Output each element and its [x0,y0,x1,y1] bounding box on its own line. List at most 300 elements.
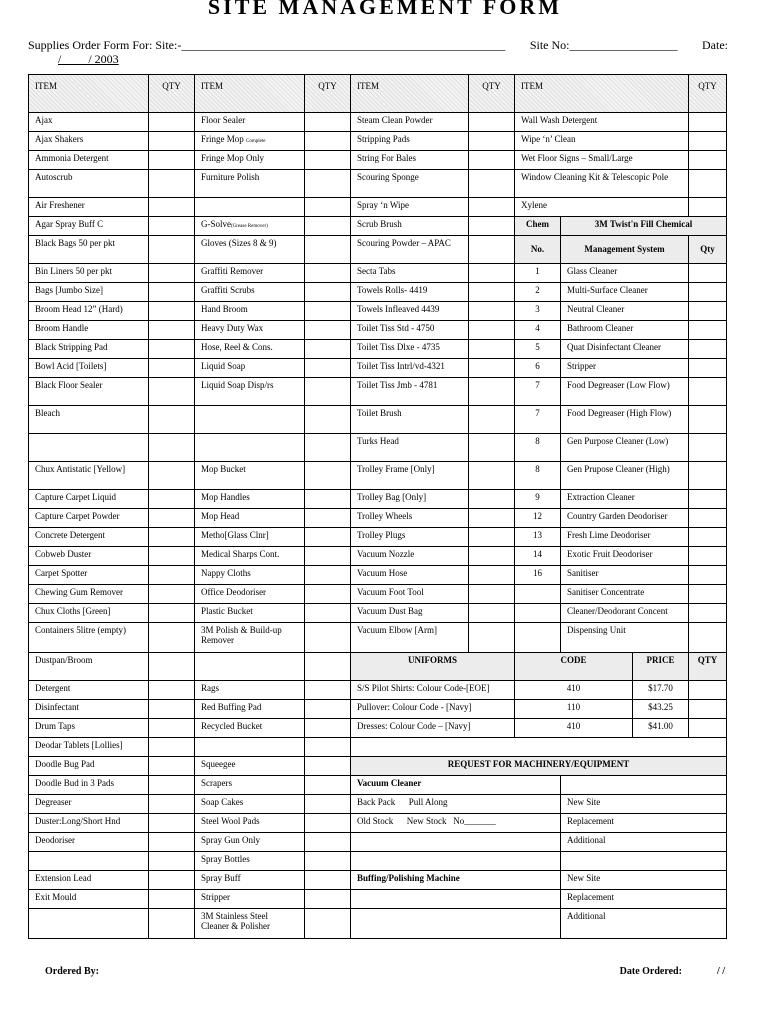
chem-name: Gen Prupose Cleaner (High) [561,462,689,490]
chem-qty-header: Qty [689,236,727,264]
qty-field[interactable] [305,547,351,566]
item-cell: Air Freshener [29,198,149,217]
qty-field[interactable] [149,757,195,776]
qty-field[interactable] [689,719,727,738]
item-cell: Bin Liners 50 per pkt [29,264,149,283]
machinery-option[interactable] [561,852,727,871]
qty-field[interactable] [149,378,195,406]
qty-field[interactable] [305,604,351,623]
item-cell: Drum Taps [29,719,149,738]
table-row [29,585,727,604]
table-row [29,528,727,547]
qty-field[interactable] [689,170,727,198]
table-row [29,871,727,890]
qty-field[interactable] [305,170,351,198]
qty-field[interactable] [149,700,195,719]
chem-name: Extraction Cleaner [561,490,689,509]
item-cell: Stripping Pads [351,132,469,151]
qty-field[interactable] [305,719,351,738]
qty-field[interactable] [305,833,351,852]
chem-no-header: No. [515,236,561,264]
item-cell: Mop Head [195,509,305,528]
qty-field[interactable] [469,509,515,528]
item-cell: Bags [Jumbo Size] [29,283,149,302]
qty-field[interactable] [305,509,351,528]
qty-field[interactable] [149,302,195,321]
item-cell: Fringe Mop Only [195,151,305,170]
table-row [29,700,727,719]
qty-field[interactable] [689,378,727,406]
qty-field[interactable] [305,681,351,700]
item-cell: Bleach [29,406,149,434]
item-cell: Metho[Glass Clnr] [195,528,305,547]
qty-field[interactable] [469,113,515,132]
qty-field[interactable] [469,378,515,406]
qty-field[interactable] [305,700,351,719]
qty-field[interactable] [469,170,515,198]
col-qty: QTY [305,75,351,113]
qty-field[interactable] [689,623,727,653]
qty-field[interactable] [469,528,515,547]
qty-field[interactable] [305,490,351,509]
qty-field[interactable] [469,566,515,585]
qty-field[interactable] [305,283,351,302]
qty-field[interactable] [469,198,515,217]
qty-field[interactable] [469,132,515,151]
qty-field[interactable] [305,132,351,151]
qty-field[interactable] [305,757,351,776]
item-cell: Spray Gun Only [195,833,305,852]
table-row [29,833,727,852]
machinery-option[interactable]: Additional [561,833,727,852]
uniform-item: S/S Pilot Shirts: Colour Code-[EOE] [351,681,515,700]
qty-field[interactable] [305,909,351,939]
qty-field[interactable] [149,321,195,340]
qty-field[interactable] [149,490,195,509]
table-row [29,198,727,217]
item-cell: Toilet Tiss Intrl/vd-4321 [351,359,469,378]
site-field[interactable]: ______________________________________________________ [181,38,506,52]
qty-field[interactable] [149,283,195,302]
qty-field[interactable] [149,814,195,833]
chem-name: Bathroom Cleaner [561,321,689,340]
item-cell: Trolley Wheels [351,509,469,528]
qty-field[interactable] [305,585,351,604]
item-cell: Squeegee [195,757,305,776]
item-cell: Graffiti Remover [195,264,305,283]
qty-field[interactable] [689,359,727,378]
chem-name: Exotic Fruit Deodoriser [561,547,689,566]
chem-number: 3 [515,302,561,321]
col-item: ITEM [515,75,689,113]
table-row [29,264,727,283]
machinery-item [351,890,561,909]
item-cell: Mop Bucket [195,462,305,490]
table-row [29,217,727,236]
item-cell: Fringe Mop Complete [195,132,305,151]
item-cell: Chux Cloths [Green] [29,604,149,623]
qty-field[interactable] [689,321,727,340]
qty-field[interactable] [305,623,351,653]
item-cell: Dustpan/Broom [29,653,149,681]
qty-field[interactable] [149,170,195,198]
price-header: PRICE [633,653,689,681]
chem-number: 2 [515,283,561,302]
qty-field[interactable] [305,406,351,434]
qty-field[interactable] [149,509,195,528]
qty-field[interactable] [149,236,195,264]
item-cell: Window Cleaning Kit & Telescopic Pole [515,170,689,198]
qty-field[interactable] [305,814,351,833]
item-cell: Spray ‘n Wipe [351,198,469,217]
chem-number: 5 [515,340,561,359]
qty-field[interactable] [149,151,195,170]
machinery-option[interactable]: New Site [561,795,727,814]
chem-number [515,623,561,653]
col-qty: QTY [689,75,727,113]
qty-field[interactable] [305,852,351,871]
qty-field[interactable] [689,681,727,700]
table-row [29,814,727,833]
qty-field[interactable] [305,871,351,890]
qty-field[interactable] [469,547,515,566]
qty-field[interactable] [469,359,515,378]
machinery-item: Old Stock New Stock No_______ [351,814,561,833]
item-cell: Trolley Frame [Only] [351,462,469,490]
item-cell: Scouring Powder – APAC [351,236,469,264]
qty-field[interactable] [149,340,195,359]
qty-field[interactable] [469,217,515,236]
chem-number: 16 [515,566,561,585]
machinery-item: Buffing/Polishing Machine [351,871,561,890]
uniform-price: $43.25 [633,700,689,719]
qty-field[interactable] [469,151,515,170]
machinery-option[interactable]: Replacement [561,814,727,833]
table-row [29,509,727,528]
qty-field[interactable] [689,406,727,434]
item-cell: Towels Rolls- 4419 [351,283,469,302]
qty-field[interactable] [305,378,351,406]
table-row [29,653,727,681]
item-cell: Doodle Bud in 3 Pads [29,776,149,795]
chem-name: Fresh Lime Deodoriser [561,528,689,547]
item-cell: Broom Head 12” (Hard) [29,302,149,321]
qty-field[interactable] [149,871,195,890]
uniform-code: 410 [515,719,633,738]
item-cell: Medical Sharps Cont. [195,547,305,566]
qty-field[interactable] [149,681,195,700]
item-cell: 3M Stainless Steel Cleaner & Polisher [195,909,305,939]
item-cell [29,434,149,462]
item-cell: Plastic Bucket [195,604,305,623]
table-row [29,132,727,151]
table-row [29,757,727,776]
item-cell [195,653,305,681]
qty-field[interactable] [305,264,351,283]
qty-field[interactable] [469,321,515,340]
col-item: ITEM [351,75,469,113]
site-no-field[interactable]: __________________ [569,38,678,52]
qty-field[interactable] [689,198,727,217]
item-cell: Vacuum Nozzle [351,547,469,566]
table-row [29,151,727,170]
qty-field[interactable] [469,585,515,604]
col-item: ITEM [29,75,149,113]
item-cell: Chux Antistatic [Yellow] [29,462,149,490]
qty-field[interactable] [305,340,351,359]
qty-field[interactable] [469,490,515,509]
item-cell: Red Buffing Pad [195,700,305,719]
qty-field[interactable] [305,302,351,321]
item-cell: Hand Broom [195,302,305,321]
item-cell: Vacuum Dust Bag [351,604,469,623]
chem-system-title: Management System [561,236,689,264]
qty-field[interactable] [469,340,515,359]
item-cell: Nappy Cloths [195,566,305,585]
chem-name: Stripper [561,359,689,378]
qty-field[interactable] [149,776,195,795]
machinery-item: Back Pack Pull Along [351,795,561,814]
col-item: ITEM [195,75,305,113]
item-cell: Rags [195,681,305,700]
qty-field[interactable] [149,406,195,434]
qty-field[interactable] [149,623,195,653]
item-cell: Office Deodoriser [195,585,305,604]
machinery-option[interactable]: Additional [561,909,727,939]
item-cell: Duster:Long/Short Hnd [29,814,149,833]
qty-field[interactable] [689,547,727,566]
date-label: Date: [702,38,728,52]
machinery-option[interactable] [561,776,727,795]
qty-field[interactable] [149,833,195,852]
table-row [29,462,727,490]
item-cell: Capture Carpet Liquid [29,490,149,509]
item-cell: Ammonia Detergent [29,151,149,170]
chem-number: 12 [515,509,561,528]
qty-field[interactable] [149,264,195,283]
col-qty: QTY [469,75,515,113]
item-cell: Toilet Tiss Dlxe - 4735 [351,340,469,359]
chem-number: 9 [515,490,561,509]
qty-field[interactable] [305,321,351,340]
chem-name: Food Degreaser (High Flow) [561,406,689,434]
item-cell: Chewing Gum Remover [29,585,149,604]
qty-field[interactable] [689,340,727,359]
qty-field[interactable] [149,198,195,217]
uniform-item: Dresses: Colour Code – [Navy] [351,719,515,738]
chem-number: 8 [515,434,561,462]
chem-name: Multi-Surface Cleaner [561,283,689,302]
qty-field[interactable] [305,738,351,757]
item-cell [29,852,149,871]
qty-field[interactable] [469,604,515,623]
item-cell: Heavy Duty Wax [195,321,305,340]
qty-field[interactable] [305,434,351,462]
item-cell: Capture Carpet Powder [29,509,149,528]
code-header: CODE [515,653,633,681]
qty-field[interactable] [689,585,727,604]
date-field[interactable]: /____ / 2003 [58,52,119,66]
item-cell: Recycled Bucket [195,719,305,738]
item-cell: Exit Mould [29,890,149,909]
qty-field[interactable] [689,462,727,490]
qty-field[interactable] [689,528,727,547]
item-cell: Soap Cakes [195,795,305,814]
chem-header: Chem [515,217,561,236]
chem-name: Sanitiser Concentrate [561,585,689,604]
qty-field[interactable] [149,113,195,132]
item-cell: Containers 5litre (empty) [29,623,149,653]
item-cell: Toilet Brush [351,406,469,434]
uniform-price: $41.00 [633,719,689,738]
qty-field[interactable] [689,132,727,151]
chem-name: Sanitiser [561,566,689,585]
chem-number: 7 [515,378,561,406]
qty-field[interactable] [689,302,727,321]
machinery-request-header: REQUEST FOR MACHINERY/EQUIPMENT [351,757,727,776]
qty-field[interactable] [305,217,351,236]
qty-field[interactable] [149,653,195,681]
qty-field[interactable] [305,566,351,585]
table-row [29,170,727,198]
footer [45,966,725,977]
item-cell: Spray Bottles [195,852,305,871]
item-cell: Graffiti Scrubs [195,283,305,302]
qty-field[interactable] [149,132,195,151]
item-cell: Floor Sealer [195,113,305,132]
table-row [29,378,727,406]
item-cell: Concrete Detergent [29,528,149,547]
item-cell: Toilet Tiss Jmb - 4781 [351,378,469,406]
qty-field[interactable] [305,890,351,909]
qty-field[interactable] [689,264,727,283]
qty-field[interactable] [469,283,515,302]
item-cell: Steam Clean Powder [351,113,469,132]
item-cell: Disinfectant [29,700,149,719]
qty-field[interactable] [149,795,195,814]
qty-field[interactable] [149,738,195,757]
qty-field[interactable] [689,113,727,132]
machinery-item [351,833,561,852]
qty-field[interactable] [689,434,727,462]
qty-field[interactable] [689,283,727,302]
qty-field[interactable] [469,236,515,264]
qty-field[interactable] [305,462,351,490]
item-cell: Deodar Tablets [Lollies] [29,738,149,757]
qty-field[interactable] [149,852,195,871]
item-cell: Hose, Reel & Cons. [195,340,305,359]
qty-field[interactable] [305,776,351,795]
qty-field[interactable] [149,909,195,939]
qty-field[interactable] [305,113,351,132]
table-row [29,623,727,653]
qty-field[interactable] [469,406,515,434]
item-cell: Black Bags 50 per pkt [29,236,149,264]
item-cell: Towels Infleaved 4439 [351,302,469,321]
qty-field[interactable] [149,462,195,490]
order-table [28,74,727,939]
qty-field[interactable] [149,359,195,378]
item-cell [195,434,305,462]
qty-field[interactable] [305,528,351,547]
qty-field[interactable] [149,217,195,236]
item-cell: Gloves (Sizes 8 & 9) [195,236,305,264]
qty-field[interactable] [149,719,195,738]
qty-field[interactable] [469,434,515,462]
uniform-item: Pullover: Colour Code - [Navy] [351,700,515,719]
item-cell: Liquid Soap Disp/rs [195,378,305,406]
qty-field[interactable] [305,198,351,217]
item-cell: G-Solve(Grease Remover) [195,217,305,236]
qty-field[interactable] [469,462,515,490]
chem-name: Cleaner/Deodorant Concent [561,604,689,623]
chem-name: Glass Cleaner [561,264,689,283]
table-row [29,340,727,359]
qty-field[interactable] [149,585,195,604]
qty-field[interactable] [305,151,351,170]
qty-field[interactable] [469,264,515,283]
machinery-item: Vacuum Cleaner [351,776,561,795]
item-cell: Mop Handles [195,490,305,509]
ordered-by-label: Ordered By: [45,966,99,977]
item-cell: Steel Wool Pads [195,814,305,833]
column-header-row [29,75,727,113]
item-cell: Scrapers [195,776,305,795]
item-cell: Degreaser [29,795,149,814]
item-cell: Agar Spray Buff C [29,217,149,236]
chem-number: 14 [515,547,561,566]
uniform-qty-header: QTY [689,653,727,681]
item-cell: Vacuum Hose [351,566,469,585]
qty-field[interactable] [305,236,351,264]
qty-field[interactable] [689,490,727,509]
qty-field[interactable] [149,528,195,547]
item-cell: Trolley Plugs [351,528,469,547]
item-cell: Xylene [515,198,689,217]
table-row [29,604,727,623]
qty-field[interactable] [305,359,351,378]
item-cell: String For Bales [351,151,469,170]
qty-field[interactable] [689,566,727,585]
qty-field[interactable] [149,434,195,462]
qty-field[interactable] [149,604,195,623]
qty-field[interactable] [149,890,195,909]
machinery-option[interactable]: New Site [561,871,727,890]
table-row [29,113,727,132]
machinery-option[interactable]: Replacement [561,890,727,909]
date-ordered: Date Ordered: / / [619,966,725,977]
chem-number: 7 [515,406,561,434]
table-row [29,795,727,814]
table-row [29,302,727,321]
table-row [29,547,727,566]
qty-field[interactable] [689,604,727,623]
qty-field[interactable] [469,623,515,653]
item-cell: 3M Polish & Build-up Remover [195,623,305,653]
qty-field[interactable] [149,547,195,566]
item-cell: Turks Head [351,434,469,462]
qty-field[interactable] [305,795,351,814]
qty-field[interactable] [149,566,195,585]
table-row [29,406,727,434]
chem-name: Quat Disinfectant Cleaner [561,340,689,359]
qty-field[interactable] [689,509,727,528]
qty-field[interactable] [469,302,515,321]
qty-field[interactable] [305,653,351,681]
qty-field[interactable] [689,151,727,170]
qty-field[interactable] [689,700,727,719]
item-cell: Doodle Bug Pad [29,757,149,776]
